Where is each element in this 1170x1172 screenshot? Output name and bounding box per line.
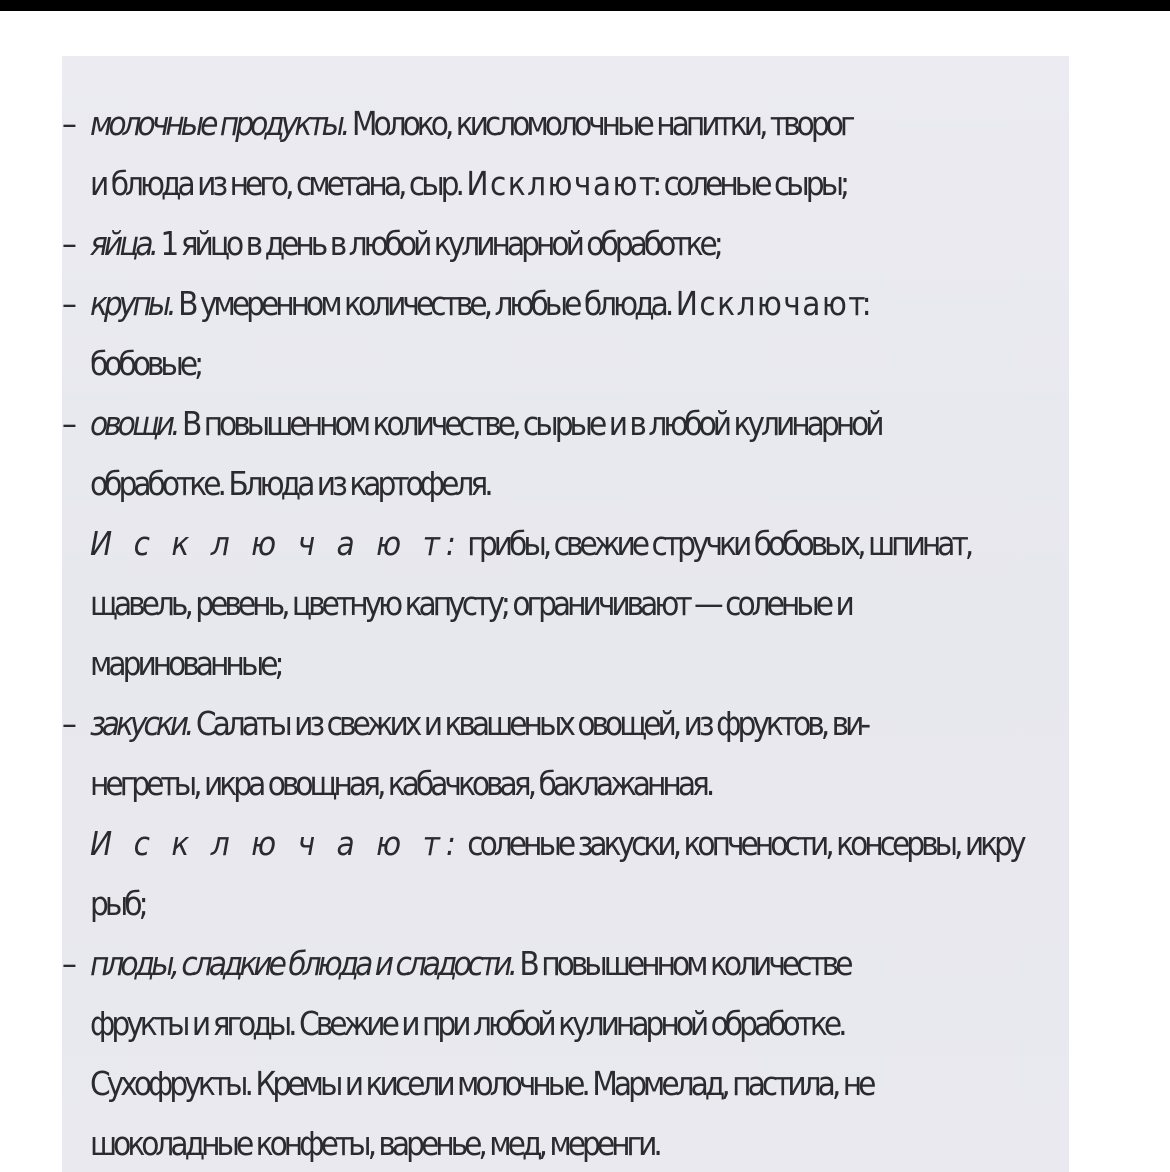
line-text: В повышенном количестве, сырые и в любой кулинарной <box>176 404 881 443</box>
line-text: 1 яйцо в день в любой кулинарной обработке; <box>154 224 720 263</box>
text-line <box>62 94 1069 154</box>
text-line <box>62 1054 1069 1114</box>
text-line <box>62 994 1069 1054</box>
line-text: фрукты и ягоды. Свежие и при любой кулинарной обработке. <box>90 1004 844 1043</box>
text-line <box>62 874 1069 934</box>
list-dash: – <box>62 284 73 323</box>
text-line <box>62 754 1069 814</box>
list-dash: – <box>62 104 73 143</box>
book-page <box>62 56 1069 1172</box>
text-line <box>62 334 1069 394</box>
text-line <box>62 634 1069 694</box>
line-text: шоколадные конфеты, варенье, мед, меренги. <box>90 1124 659 1163</box>
line-text: В умеренном количестве, любые блюда. И с к л ю ч а ю т: <box>172 284 868 323</box>
line-text: соленые закуски, копчености, консервы, икру <box>461 824 1023 863</box>
text-line <box>62 934 1069 994</box>
list-dash: – <box>62 704 73 743</box>
line-text: Салаты из свежих и квашеных овощей, из фруктов, ви- <box>190 704 868 743</box>
italic-term: крупы. <box>90 284 173 323</box>
list-dash: – <box>62 224 73 263</box>
list-dash: – <box>62 404 73 443</box>
text-line <box>62 454 1069 514</box>
italic-term: овощи. <box>90 404 177 443</box>
text-line <box>62 1114 1069 1172</box>
italic-term: плоды, сладкие блюда и сладости. <box>90 944 514 983</box>
text-line <box>62 214 1069 274</box>
line-text: негреты, икра овощная, кабачковая, баклажанная. <box>90 764 712 803</box>
line-text: бобовые; <box>90 344 201 383</box>
text-line <box>62 694 1069 754</box>
line-text: щавель, ревень, цветную капусту; ограничивают — соленые и <box>90 584 851 623</box>
italic-spaced-term: И с к л ю ч а ю т: <box>90 824 462 863</box>
line-text: В повышенном количестве <box>513 944 850 983</box>
line-text: маринованные; <box>90 644 281 683</box>
top-bar <box>0 0 1170 11</box>
text-line <box>62 274 1069 334</box>
italic-spaced-term: И с к л ю ч а ю т: <box>90 524 462 563</box>
text-line <box>62 514 1069 574</box>
line-text: рыб; <box>90 884 145 923</box>
italic-term: яйца. <box>90 224 155 263</box>
text-line <box>62 394 1069 454</box>
text-line <box>62 814 1069 874</box>
line-text: Сухофрукты. Кремы и кисели молочные. Мармелад, пастила, не <box>90 1064 873 1103</box>
italic-term: закуски. <box>90 704 191 743</box>
line-text: грибы, свежие стручки бобовых, шпинат, <box>461 524 971 563</box>
line-text: обработке. Блюда из картофеля. <box>90 464 490 503</box>
text-line <box>62 574 1069 634</box>
line-text: и блюда из него, сметана, сыр. И с к л ю ч а ю т: соленые сыры; <box>90 164 847 203</box>
list-dash: – <box>62 944 73 983</box>
italic-term: молочные продукты. <box>90 104 347 143</box>
line-text: Молоко, кисломолочные напитки, творог <box>346 104 852 143</box>
text-line <box>62 154 1069 214</box>
